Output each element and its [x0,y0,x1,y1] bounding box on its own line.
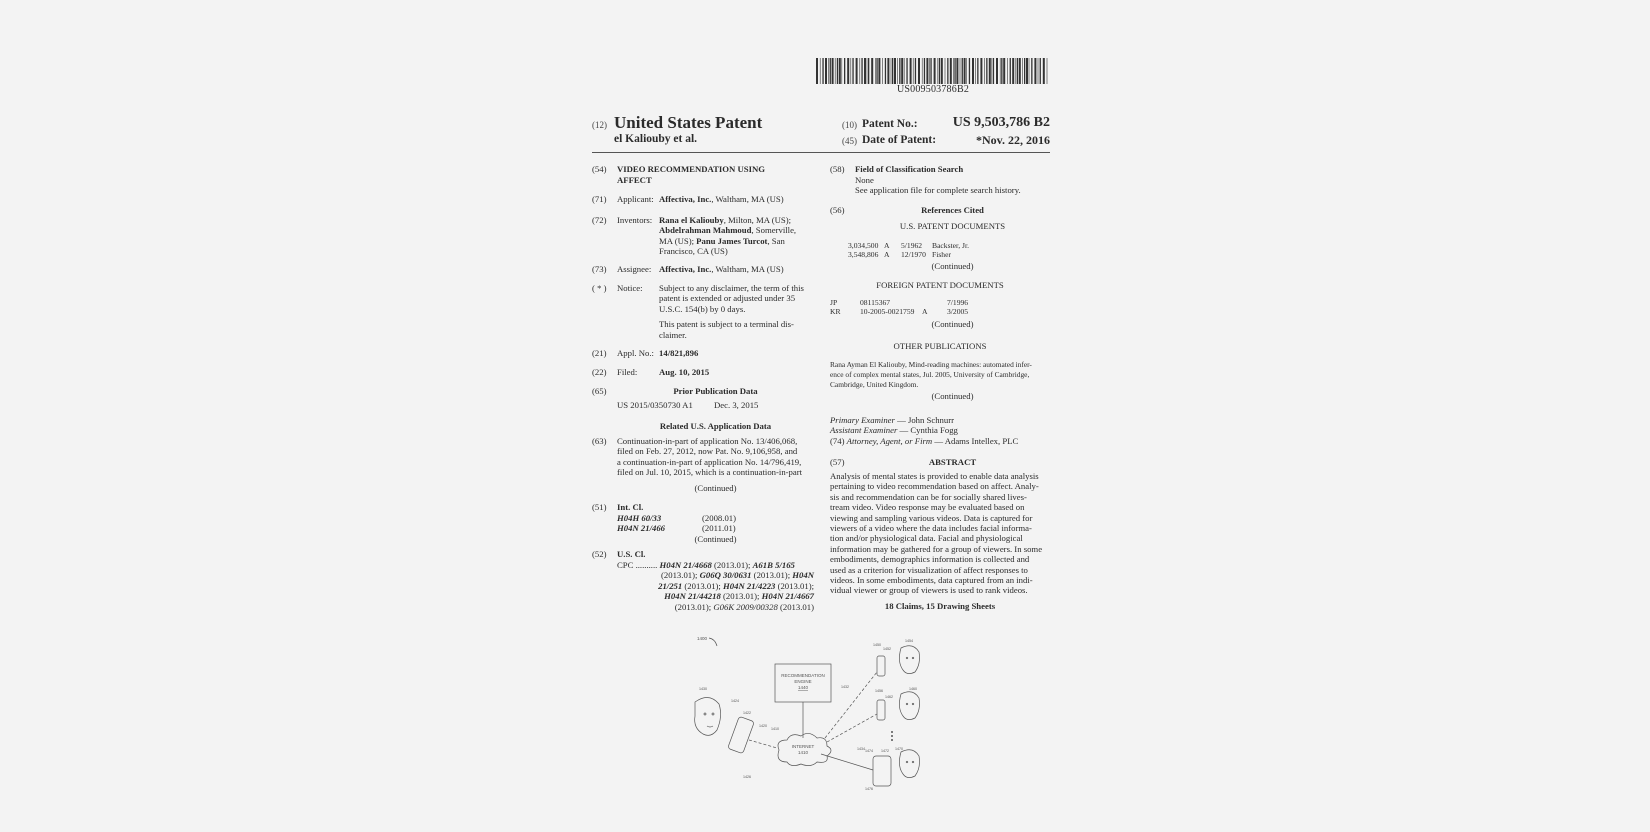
abstract-line: pertaining to video recommendation based on affect. Analy- [830,481,1039,492]
cpc-date: (2013.01); [711,559,753,570]
figure-ref-numeral: 1452 [883,647,891,651]
barcode-bar [885,58,886,84]
barcode-bar [989,58,991,84]
code-58: (58) [830,164,845,174]
barcode-bar [975,58,976,84]
barcode-bar [860,58,861,84]
us-reference-kind: A [884,250,890,259]
cpc-code: H04N 21/44218 [664,591,721,601]
barcode-bar [906,58,907,84]
barcode-bar [984,58,985,84]
figure-ref-numeral: 1472 [881,749,889,753]
barcode-bar [899,58,900,84]
references-heading: References Cited [921,205,984,215]
patent-date: *Nov. 22, 2016 [975,133,1050,147]
figure-ref-numeral: 1450 [873,643,881,647]
barcode-bar [830,58,831,84]
barcode-bar [924,58,925,84]
barcode-bar [1003,58,1005,84]
related-heading: Related U.S. Application Data [659,421,772,431]
barcode-number: US009503786B2 [896,84,970,95]
barcode-bar [918,58,920,84]
link-device-2 [827,714,877,742]
prior-pub-heading: Prior Publication Data [673,386,758,396]
us-reference-date: 5/1962 [901,241,923,250]
link-device-3 [821,754,873,770]
barcode-bar [1019,58,1021,84]
continuation-line-1: Continuation-in-part of application No. 13/406,068, [617,436,798,446]
foreign-reference-no: 08115367 [860,298,891,307]
cpc-date: (2013.01); [720,591,762,601]
applicant-label: Applicant: [617,194,654,204]
barcode-bar [913,58,914,84]
assistant-examiner-label: Assistant Examiner [830,425,898,436]
us-reference-kind: A [884,241,890,250]
foreign-reference-no: 10-2005-0021759 [860,307,915,316]
figure-ref-numeral: 1410 [771,727,779,731]
cpc-date: (2013.01); [674,601,714,612]
code-10: (10) [842,120,857,130]
internet-label: INTERNET [791,744,815,749]
applicant-location: , Waltham, MA (US) [711,194,784,204]
barcode-bar [915,58,916,84]
notice-line-3: U.S.C. 154(b) by 0 days. [659,303,746,314]
filed-date: Aug. 10, 2015 [659,367,710,377]
figure-ref-numeral: 1456 [875,689,883,693]
claims-count: 18 Claims, 15 Drawing Sheets [884,601,996,611]
abstract-line: used as a criterion for visualization of affect responses to [830,564,1028,575]
notice-label: Notice: [617,283,643,293]
representative-drawing [687,630,957,802]
barcode-bar [875,58,876,84]
other-pubs-line-3: Cambridge, United Kingdom. [830,379,919,389]
figure-ref-labels [699,639,917,791]
barcode-bar [1022,58,1023,84]
continuation-line-4: filed on Jul. 10, 2015, which is a continuation-in-part [617,467,803,478]
engine-ref: 1440 [797,685,809,690]
us-references-table [848,241,1048,259]
code-65: (65) [592,386,607,396]
barcode-bar [950,58,952,84]
figure-ref-numeral: 1474 [865,749,873,753]
barcode-bar [837,58,838,84]
barcode-bar [964,58,966,84]
inventor-2-location-cont: MA (US); [659,235,697,246]
barcode-bar [1017,58,1018,84]
prior-pub-number: US 2015/0350730 A1 [617,400,693,410]
barcode-bar [922,58,923,84]
foreign-reference-row [830,307,1050,316]
barcode-bar [956,58,958,84]
foreign-docs-heading: FOREIGN PATENT DOCUMENTS [876,280,1004,290]
figure-ref-numeral: 1462 [885,695,893,699]
appl-label: Appl. No.: [617,348,654,358]
figure-ref-numeral: 1432 [841,685,849,689]
cpc-code: 21/251 [658,580,683,591]
barcode-bar [861,58,862,84]
inventor-1-location: , Milton, MA (US); [723,215,792,225]
code-57: (57) [830,457,845,467]
other-pubs-heading: OTHER PUBLICATIONS [893,341,987,351]
assignee-location: , Waltham, MA (US) [711,264,784,274]
barcode-bar [1012,58,1014,84]
barcode-bar [842,58,843,84]
barcode-bar [969,58,970,84]
right-device-2 [877,700,885,720]
barcode-bar [891,58,892,84]
cpc-code: H04N 21/4667 [761,591,814,601]
right-viewer-face-2 [899,692,919,720]
us-reference-row [848,241,1048,250]
foreign-reference-date: 7/1996 [947,298,969,307]
left-viewer-face [695,697,721,735]
link-device-1 [825,672,877,738]
barcode-bar [904,58,905,84]
foreign-reference-row [830,298,1050,307]
barcode-bar [828,58,829,84]
engine-label-1: RECOMMENDATION [781,673,825,678]
prior-pub-date: Dec. 3, 2015 [714,400,759,410]
code-51: (51) [592,502,607,512]
cpc-line-3 [658,581,814,591]
code-notice: ( * ) [592,283,607,293]
abstract-line: embodiments, demographics information is collected and [830,554,1030,565]
barcode-bar [851,58,852,84]
foreign-reference-date: 3/2005 [947,307,969,316]
code-72: (72) [592,215,607,225]
int-cl-continued: (Continued) [694,534,737,544]
abstract-body [830,471,1050,596]
int-cl-1: H04H 60/33 [617,512,662,523]
code-21: (21) [592,348,607,358]
barcode-bar [947,58,948,84]
abstract-line: tion and/or physiological data. Facial and physiological [830,533,1023,544]
barcode-bar [910,58,912,84]
barcode-bar [825,58,827,84]
inventor-3-location-cont: Francisco, CA (US) [659,246,728,257]
examiners-section [830,415,1050,446]
notice-line-4: This patent is subject to a terminal dis- [659,319,794,330]
barcode-bar [980,58,982,84]
barcode-bar [835,58,836,84]
code-71: (71) [592,194,607,204]
filed-label: Filed: [617,367,638,377]
code-12: (12) [592,120,607,130]
barcode-bar [892,58,893,84]
code-54: (54) [592,164,607,174]
barcode-bar [897,58,898,84]
inventor-2: Abdelrahman Mahmoud [659,225,752,236]
ellipsis-dots [891,731,893,741]
figure-ref-numeral: 1420 [759,724,767,728]
foreign-reference-country: KR [830,307,841,316]
abstract-line: information may be gathered for a group of viewers. In some [830,543,1043,554]
foreign-refs-continued: (Continued) [931,319,974,329]
figure-ref-numeral: 1434 [857,747,865,751]
barcode [816,58,1050,84]
assignee-name: Affectiva, Inc. [659,264,712,274]
barcode-bar [996,58,998,84]
primary-examiner-name: — John Schnurr [894,415,955,425]
figure-ref-numeral: 1426 [743,775,751,779]
barcode-bar [894,58,896,84]
abstract-heading: ABSTRACT [928,457,977,467]
barcode-bar [962,58,963,84]
cpc-date: (2013.01) [777,601,814,612]
barcode-bar [901,58,903,84]
cpc-code: H04N [792,570,814,580]
cpc-line-4 [664,591,814,601]
cpc-code: H04N 21/4223 [723,580,776,591]
attorney-name: — Adams Intellex, PLC [932,435,1019,446]
assistant-examiner-name: — Cynthia Fogg [897,425,958,436]
right-viewer-face-3 [899,750,919,778]
barcode-bar [939,58,940,84]
barcode-bar [1001,58,1002,84]
us-reference-no: 3,034,500 [848,241,879,250]
right-device-3 [873,756,891,786]
cpc-date: (2013.01); [661,570,700,580]
figure-ref-numeral: 1430 [699,687,707,691]
continuation-continued: (Continued) [694,482,737,493]
barcode-bar [938,58,939,84]
barcode-bar [887,58,889,84]
abstract-line: sis and recommendation can be for socially shared lives- [830,491,1027,502]
invention-title-l2: AFFECT [617,174,652,185]
notice-line-5: claimer. [659,329,687,340]
barcode-bar [822,58,823,84]
code-56: (56) [830,205,845,215]
barcode-bar [876,58,877,84]
abstract-line: vidual viewer or group of viewers is used to rank videos. [830,585,1028,596]
barcode-bar [1016,58,1017,84]
barcode-bar [1031,58,1032,84]
notice-line-1: Subject to any disclaimer, the term of this [659,283,804,293]
barcode-bar [1043,58,1045,84]
cpc-code: G06K 2009/00328 [713,601,778,612]
us-cl-label: U.S. Cl. [617,549,646,559]
barcode-bar [852,58,853,84]
barcode-bar [867,58,868,84]
abstract-line: tream video. Video response may be evaluated based on [830,502,1025,513]
header-rule [592,152,1050,153]
barcode-bar [929,58,930,84]
barcode-bar [977,58,978,84]
barcode-bar [864,58,866,84]
cpc-date: (2013.01); [682,580,724,591]
figure-ref-numeral: 1454 [905,639,913,643]
attorney-label: Attorney, Agent, or Firm [846,435,933,446]
us-docs-heading: U.S. PATENT DOCUMENTS [899,221,1006,231]
patent-front-page [592,58,1050,802]
figure-ref-numeral: 1422 [743,711,751,715]
applicant-name: Affectiva, Inc. [659,194,712,204]
cpc-line-5 [675,602,814,612]
abstract-line: Analysis of mental states is provided to enable data analysis [830,471,1039,481]
fig-ref-arrow [709,638,717,646]
patent-no-label: Patent No.: [862,118,918,130]
inventor-1: Rana el Kaliouby [659,215,724,225]
barcode-bar [882,58,883,84]
field-search-heading: Field of Classification Search [855,164,964,174]
barcode-bar [954,58,955,84]
us-reference-row [848,250,1048,259]
field-search-none: None [855,174,874,185]
barcode-bar [816,58,818,84]
code-74: (74) [830,435,845,446]
barcode-bar [966,58,967,84]
abstract-line: viewers of a video where the data includes facial informa- [830,523,1032,534]
inventor-2-location: , Somerville, [751,225,797,236]
us-reference-name: Backster, Jr. [932,241,970,250]
field-search-see: See application file for complete search history. [855,185,1021,195]
inventor-3: Panu James Turcot [696,235,768,246]
cpc-code: A61B 5/165 [752,559,795,570]
fig-ref-main: 1400 [697,636,708,641]
barcode-bar [878,58,880,84]
cpc-date: (2013.01); [751,570,793,580]
cpc-code: G06Q 30/0631 [699,570,752,580]
figure-ref-numeral: 1470 [895,747,903,751]
barcode-bar [832,58,834,84]
notice-line-2: patent is extended or adjusted under 35 [659,293,796,304]
barcode-bar [930,58,931,84]
figure-ref-numeral: 1476 [865,787,873,791]
barcode-bar [992,58,993,84]
cpc-label: CPC .......... [617,559,658,570]
barcode-bar [1000,58,1001,84]
code-52: (52) [592,549,607,559]
barcode-bar [856,58,858,84]
barcode-bar [1026,58,1028,84]
int-cl-2: H04N 21/466 [617,523,666,533]
cpc-date: (2013.01); [775,580,814,591]
engine-label-2: ENGINE [794,679,812,684]
barcode-bar [1034,58,1036,84]
barcode-bar [972,58,974,84]
continuation-line-2: filed on Feb. 27, 2012, now Pat. No. 9,106,958, and [617,446,798,457]
barcode-bar [847,58,849,84]
left-device [728,716,755,753]
other-pubs-line-2: ence of complex mental states, Jul. 2005, University of Cambridge, [830,369,1030,379]
other-pubs-line-1: Rana Ayman El Kaliouby, Mind-reading machines: automated infer- [830,360,1032,369]
barcode-bar [926,58,928,84]
other-pubs-text [830,360,1050,389]
barcode-bar [945,58,946,84]
inventors-short: el Kaliouby et al. [614,133,698,145]
date-label: Date of Patent: [862,134,937,146]
cpc-line-1 [617,560,814,570]
cpc-line-2 [661,570,814,580]
barcode-bar [1038,58,1039,84]
foreign-reference-country: JP [830,298,838,307]
patent-type: United States Patent [614,113,763,132]
barcode-bar [868,58,869,84]
appl-number: 14/821,896 [659,348,699,358]
barcode-bar [839,58,841,84]
invention-title-l1: VIDEO RECOMMENDATION USING [617,164,766,174]
abstract-line: viewing and sampling various videos. Data is captured for [830,512,1033,523]
assignee-label: Assignee: [617,264,652,274]
code-73: (73) [592,264,607,274]
internet-ref: 1410 [797,750,809,755]
foreign-references-table [830,298,1050,316]
barcode-bar [934,58,936,84]
figure-ref-numeral: 1460 [909,687,917,691]
code-45: (45) [842,136,857,146]
right-viewer-face-1 [899,646,919,674]
barcode-bar [871,58,873,84]
int-cl-2-date: (2011.01) [702,523,736,533]
barcode-bar [953,58,954,84]
barcode-bar [1010,58,1011,84]
barcode-bar [844,58,845,84]
us-reference-no: 3,548,806 [848,250,879,259]
foreign-reference-kind: A [922,307,928,316]
cpc-code: H04N 21/4668 [659,559,712,570]
code-63: (63) [592,436,607,446]
continuation-line-3: a continuation-in-part of application No. 14/796,419, [617,456,802,467]
barcode-bar [1024,58,1025,84]
barcode-bar [993,58,994,84]
patent-number: US 9,503,786 B2 [952,115,1050,130]
us-reference-date: 12/1970 [901,250,926,259]
barcode-bar [1029,58,1030,84]
barcode-bar [960,58,961,84]
inventor-3-location: , San [767,235,785,246]
figure-ref-numeral: 1424 [731,699,739,703]
primary-examiner-label: Primary Examiner [830,415,895,425]
inventors-label: Inventors: [617,215,653,225]
abstract-line: videos. In some embodiments, data captured from an indi- [830,575,1033,586]
barcode-bar [1007,58,1008,84]
barcode-bar [941,58,943,84]
barcode-bar [820,58,821,84]
us-refs-continued: (Continued) [931,261,974,271]
int-cl-label: Int. Cl. [617,502,644,512]
barcode-bar [986,58,987,84]
left-device-link [749,740,777,748]
other-pubs-continued: (Continued) [931,391,974,401]
us-reference-name: Fisher [932,250,951,259]
code-22: (22) [592,367,607,377]
right-device-1 [877,656,885,676]
barcode-bar [1040,58,1041,84]
int-cl-1-date: (2008.01) [702,512,737,523]
barcode-bar [1047,58,1048,84]
